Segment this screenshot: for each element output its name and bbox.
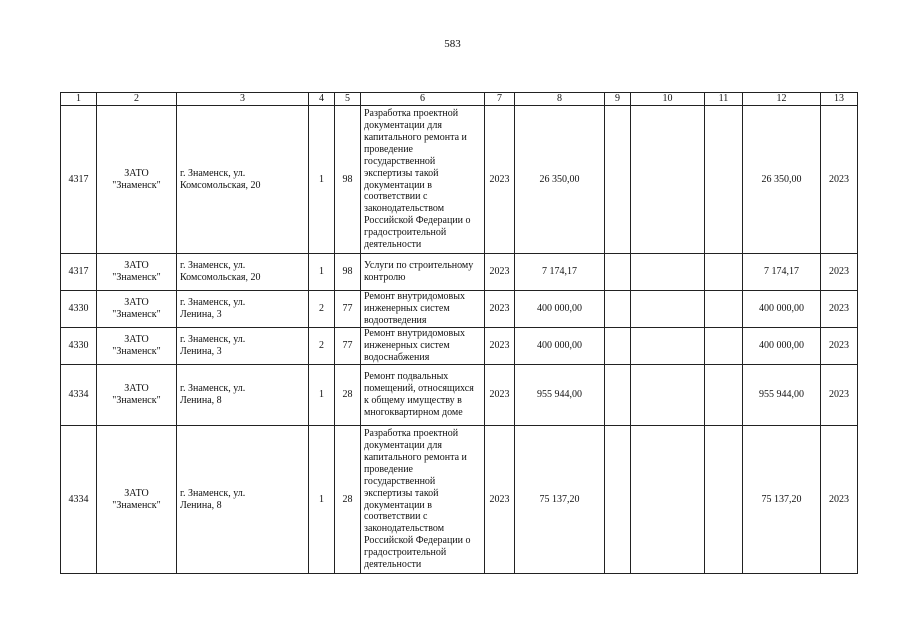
col9-cell: [605, 328, 631, 365]
cost-cell: 26 350,00: [515, 106, 605, 254]
col10-cell: [631, 426, 705, 574]
col13-cell: 2023: [821, 106, 858, 254]
col5-cell: 77: [335, 328, 361, 365]
municipality-cell: ЗАТО "Знаменск": [97, 254, 177, 291]
header-row: [61, 93, 858, 106]
col11-cell: [705, 328, 743, 365]
work-type-cell: Услуги по строительному контролю: [361, 254, 485, 291]
col11-cell: [705, 365, 743, 426]
page-number: 583: [444, 38, 461, 50]
work-type-cell: Ремонт подвальных помещений, относящихся к общему имуществу в многоквартирном доме: [361, 365, 485, 426]
year-cell: 2023: [485, 254, 515, 291]
municipality-cell: ЗАТО "Знаменск": [97, 106, 177, 254]
col5-cell: 28: [335, 365, 361, 426]
house-id-cell: 4317: [61, 254, 97, 291]
col10-cell: [631, 328, 705, 365]
table-row: [61, 328, 858, 365]
col4-cell: 1: [309, 106, 335, 254]
col12-cell: 955 944,00: [743, 365, 821, 426]
col4-cell: 1: [309, 426, 335, 574]
column-header: 8: [515, 93, 605, 106]
year-cell: 2023: [485, 106, 515, 254]
col13-cell: 2023: [821, 365, 858, 426]
table-row: [61, 426, 858, 574]
col10-cell: [631, 365, 705, 426]
cost-cell: 7 174,17: [515, 254, 605, 291]
house-id-cell: 4330: [61, 291, 97, 328]
table-row: [61, 254, 858, 291]
column-header: 9: [605, 93, 631, 106]
col9-cell: [605, 106, 631, 254]
column-header: 1: [61, 93, 97, 106]
cost-cell: 400 000,00: [515, 291, 605, 328]
col4-cell: 2: [309, 291, 335, 328]
col10-cell: [631, 254, 705, 291]
cost-cell: 400 000,00: [515, 328, 605, 365]
table-row: [61, 365, 858, 426]
column-header: 3: [177, 93, 309, 106]
address-cell: г. Знаменск, ул. Ленина, 3: [177, 328, 309, 365]
col11-cell: [705, 106, 743, 254]
col12-cell: 26 350,00: [743, 106, 821, 254]
year-cell: 2023: [485, 426, 515, 574]
col13-cell: 2023: [821, 254, 858, 291]
year-cell: 2023: [485, 291, 515, 328]
house-id-cell: 4334: [61, 426, 97, 574]
column-header: 13: [821, 93, 858, 106]
col5-cell: 77: [335, 291, 361, 328]
col13-cell: 2023: [821, 328, 858, 365]
municipality-cell: ЗАТО "Знаменск": [97, 291, 177, 328]
col13-cell: 2023: [821, 426, 858, 574]
col11-cell: [705, 291, 743, 328]
address-cell: г. Знаменск, ул. Комсомольская, 20: [177, 254, 309, 291]
municipality-cell: ЗАТО "Знаменск": [97, 426, 177, 574]
year-cell: 2023: [485, 328, 515, 365]
column-header: 12: [743, 93, 821, 106]
municipality-cell: ЗАТО "Знаменск": [97, 328, 177, 365]
work-type-cell: Ремонт внутридомовых инженерных систем водоотведения: [361, 291, 485, 328]
address-cell: г. Знаменск, ул. Ленина, 8: [177, 365, 309, 426]
data-table: [60, 92, 858, 574]
work-type-cell: Разработка проектной документации для капитального ремонта и проведение государственной экспертизы такой документации в соответствии с законодательством Российской Федерации о градостроительной деятельности: [361, 426, 485, 574]
house-id-cell: 4334: [61, 365, 97, 426]
column-header: 7: [485, 93, 515, 106]
col12-cell: 7 174,17: [743, 254, 821, 291]
col9-cell: [605, 254, 631, 291]
house-id-cell: 4317: [61, 106, 97, 254]
work-type-cell: Разработка проектной документации для капитального ремонта и проведение государственной экспертизы такой документации в соответствии с законодательством Российской Федерации о градостроительной деятельности: [361, 106, 485, 254]
column-header: 6: [361, 93, 485, 106]
column-header: 10: [631, 93, 705, 106]
address-cell: г. Знаменск, ул. Ленина, 3: [177, 291, 309, 328]
column-header: 2: [97, 93, 177, 106]
col10-cell: [631, 106, 705, 254]
column-header: 4: [309, 93, 335, 106]
address-cell: г. Знаменск, ул. Ленина, 8: [177, 426, 309, 574]
address-cell: г. Знаменск, ул. Комсомольская, 20: [177, 106, 309, 254]
col12-cell: 75 137,20: [743, 426, 821, 574]
col9-cell: [605, 426, 631, 574]
municipality-cell: ЗАТО "Знаменск": [97, 365, 177, 426]
cost-cell: 75 137,20: [515, 426, 605, 574]
col4-cell: 2: [309, 328, 335, 365]
table-row: [61, 291, 858, 328]
col4-cell: 1: [309, 365, 335, 426]
col10-cell: [631, 291, 705, 328]
col11-cell: [705, 254, 743, 291]
column-header: 11: [705, 93, 743, 106]
col5-cell: 98: [335, 254, 361, 291]
column-header: 5: [335, 93, 361, 106]
col11-cell: [705, 426, 743, 574]
work-type-cell: Ремонт внутридомовых инженерных систем водоснабжения: [361, 328, 485, 365]
col4-cell: 1: [309, 254, 335, 291]
col9-cell: [605, 291, 631, 328]
col9-cell: [605, 365, 631, 426]
cost-cell: 955 944,00: [515, 365, 605, 426]
col12-cell: 400 000,00: [743, 328, 821, 365]
col13-cell: 2023: [821, 291, 858, 328]
col5-cell: 98: [335, 106, 361, 254]
table-row: [61, 106, 858, 254]
col5-cell: 28: [335, 426, 361, 574]
house-id-cell: 4330: [61, 328, 97, 365]
col12-cell: 400 000,00: [743, 291, 821, 328]
year-cell: 2023: [485, 365, 515, 426]
